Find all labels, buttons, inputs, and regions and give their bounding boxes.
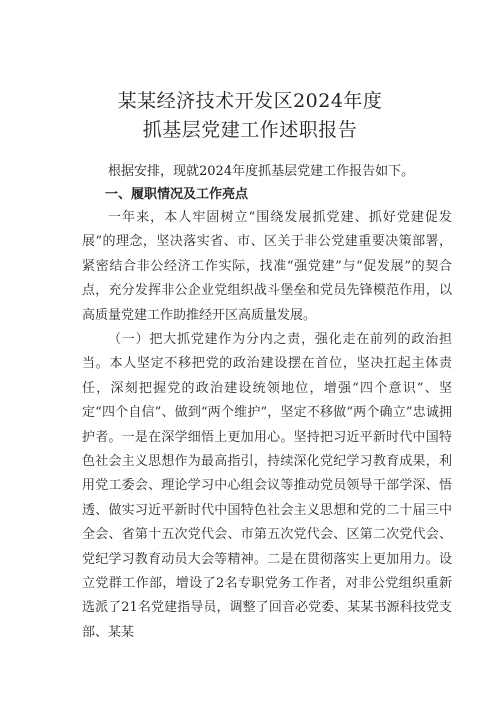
- document-title-line-1: 某某经济技术开发区2024年度: [117, 90, 383, 112]
- section-heading-1: 一、履职情况及工作亮点: [105, 187, 249, 202]
- paragraph-1: 一年来，本人牢固树立“围绕发展抓党建、抓好党建促发展”的理念，坚决落实省、市、区关于非公党建重要决策部署，紧密结合非公经济工作实际，找准“强党建”与“促发展”的契合点，充分发挥非公企业党组织战斗堡垒和党员先锋模范作用，以高质量党建工作助推经开区高质量发展。: [82, 210, 452, 323]
- document-title-line-2: 抓基层党建工作述职报告: [142, 119, 358, 141]
- paragraph-2: （一）把大抓党建作为分内之责，强化走在前列的政治担当。本人坚定不移把党的政治建设摆在首位，坚决扛起主体责任，深刻把握党的政治建设统领地位，增强“四个意识”、坚定“四个自信”、做到“两个维护”，坚定不移做“两个确立”忠诚拥护者。一是在深学细悟上更加用心。坚持把习近平新时代中国特色社会主义思想作为最高指引，持续深化党纪学习教育成果，利用党工委会、理论学习中心组会议等推动党员领导干部学深、悟透、做实习近平新时代中国特色社会主义思想和党的二十届三中全会、省第十五次党代会、市第五次党代会、区第二次党代会、党纪学习教育动员大会等精神。二是在贯彻落实上更加用力。设立党群工作部，增设了2名专职党务工作者，对非公党组织重新选派了21名党建指导员，调整了回音必党委、某某书源科技党支部、某某: [82, 332, 452, 640]
- paragraph-2-container: [82, 328, 452, 645]
- intro-sentence: 根据安排，现就2024年度抓基层党建工作报告如下。: [108, 164, 415, 179]
- paragraph-1-container: [82, 206, 452, 328]
